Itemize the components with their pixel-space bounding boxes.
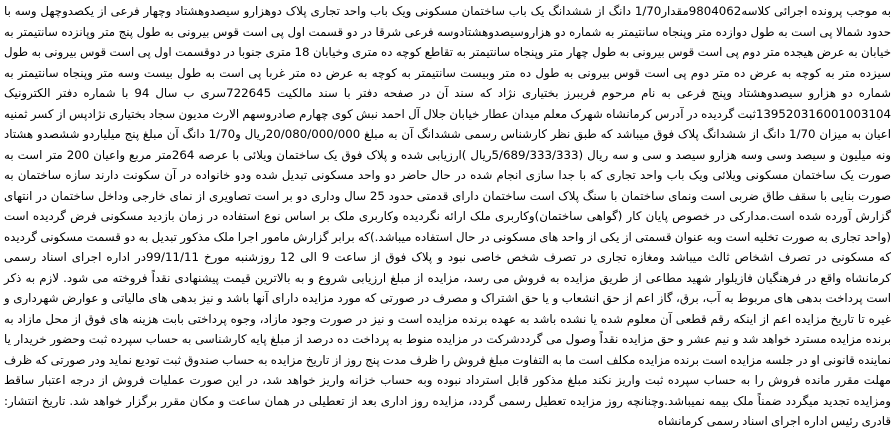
auction-notice-text: به موجب پرونده اجرائی کلاسه9804062مقدار1/70 دانگ از ششدانگ یک باب ساختمان مسکونی ویک باب واحد تجاری پلاک دوهزارو سیصدوهشتاد وچهار فرعی از یکصدوچهل وسه با حدود شمالا پی است به طول دوازده متر وپنجاه سانتیمتر به شماره دو هزاروسیصدوهشتادوسه فرعی شرقا در دو قسمت اول پی است قوس بیرونی به طول پنج متر وپانزده سانتیمتر به خیابان به عرض هیجده متر دوم پی است قوس بیرونی به طول چهار متر وپنجاه سانتیمتر به تقاطع کوچه ده متری وخیابان 18 متری جنوبا در دوقسمت اول پی است قوس بیرونی به طول سیزده متر به کوچه به عرض ده متر دوم پی است قوس بیرونی به طول ده متر وبیست سانتیمتر به کوچه به عرض ده متر غربا پی است به طول بیست وسه متر وپنجاه سانتیمتر به شماره دو هزارو سیصدوهشتاد وپنج فرعی به نام مرحوم فریبرز بختیاری نژاد که سند آن در صفحه دفتر با سند مالکیت 722645سری ب سال 94 با شماره دفتر الکترونیک 139520316001003104ثبت گردیده در آدرس کرمانشاه شهرک معلم میدان عطار خیابان جلال آل احمد نبش کوی چهارم صادروسهم الارث مدیون سجاد بختیاری نژادپس از کسر ثمنیه اعیان به میزان 1/70 دانگ از ششدانگ پلاک فوق میباشد که طبق نظر کارشناس رسمی ششدانگ آن به مبلغ 20/080/000/000ریال و1/70 دانگ آن مبلغ پنج میلیاردو ششصدو هشتاد ونه میلیون و سیصد وسی وسه هزارو سیصد و سی و سه ریال (5/689/333/333ریال )ارزیابی شده و پلاک فوق یک ساختمان ویلائی با عرصه 264متر مربع واعیان 200 متر است به صورت یک ساختمان مسکونی ویلائی ویک باب واحد تجاری که با جدا سازی انجام شده در حال حاضر دو واحد مسکونی تبدیل شده ودو خانواده در آن سکونت دارند سازه ساختمان به صورت بنایی با سقف طاق ضربی است ونمای ساختمان با سنگ پلاک است ساختمان دارای قدمتی حدود 25 سال وداری دو بر است تصاویری از نمای خارجی وداخل ساختمان در انتهای گزارش آورده شده است.مدارکی در خصوص پایان کار (گواهی ساختمان)وکاربری ملک ارائه نگردیده وکاربری ملک بر اساس نوع استفاده در زمان بازدید مسکونی فرض گردیده است (واحد تجاری به صورت تخلیه است وبه عنوان قسمتی از یکی از واحد های مسکونی در حال استفاده میباشد.)که برابر گزارش مامور اجرا ملک مذکور تبدیل به دو قسمت مسکونی گردیده که مسکونی در تصرف اشخاص ثالث میباشد ومغازه تجاری در تصرف شخص خاصی نبود و پلاک فوق از ساعت 9 الی 12 روزشنبه مورخ 99/11/11در اداره اجرای اسناد رسمی کرمانشاه واقع در فرهنگیان فازیلوار شهید مطاعی از طریق مزایده به فروش می رسد، مزایده از مبلغ ارزیابی شروع و به بالاترین قیمت پیشنهادی نقداً فروخته می شود. لازم به ذکر است پرداخت بدهی های مربوط به آب، برق، گاز اعم از حق انشعاب و یا حق اشتراک و مصرف در صورتی که مورد مزایده دارای آنها باشد و نیز بدهی های مالیاتی و عوارض شهرداری و غیره تا تاریخ مزایده اعم از اینکه رقم قطعی آن معلوم شده یا نشده باشد به عهده برنده مزایده است و نیز در صورت وجود مازاد، وجوه پرداختی بابت هزینه های فوق از محل مازاد به برنده مزایده مسترد خواهد شد و نیم عشر و حق مزایده نقداً وصول می گرددشرکت در مزایده منوط به پرداخت ده درصد از مبلغ پایه کارشناسی به حساب سپرده ثبت وحضور خریدار یا نماینده قانونی او در جلسه مزایده است برنده مزایده مکلف است ما به التفاوت مبلغ فروش را ظرف مدت پنج روز از تاریخ مزایده به حساب صندوق ثبت تودیع نماید ودر صورتی که ظرف مهلت مقرر مانده فروش را به حساب سپرده ثبت واریز نکند مبلغ مذکور قابل استرداد نبوده وبه حساب خزانه واریز خواهد شد، در این صورت عملیات فروش از درجه اعتبار ساقط ومزایده تجدید میگردد ضمناً ملک بیمه نمیباشد.وچنانچه روز مزایده تعطیل رسمی گردد، مزایده روز اداری بعد از تعطیلی در همان ساعت و مکان مقرر برگزار خواهد شد. تاریخ انتشار: قادری رئیس اداره اجرای اسناد رسمی کرمانشاه [4,4,892,428]
